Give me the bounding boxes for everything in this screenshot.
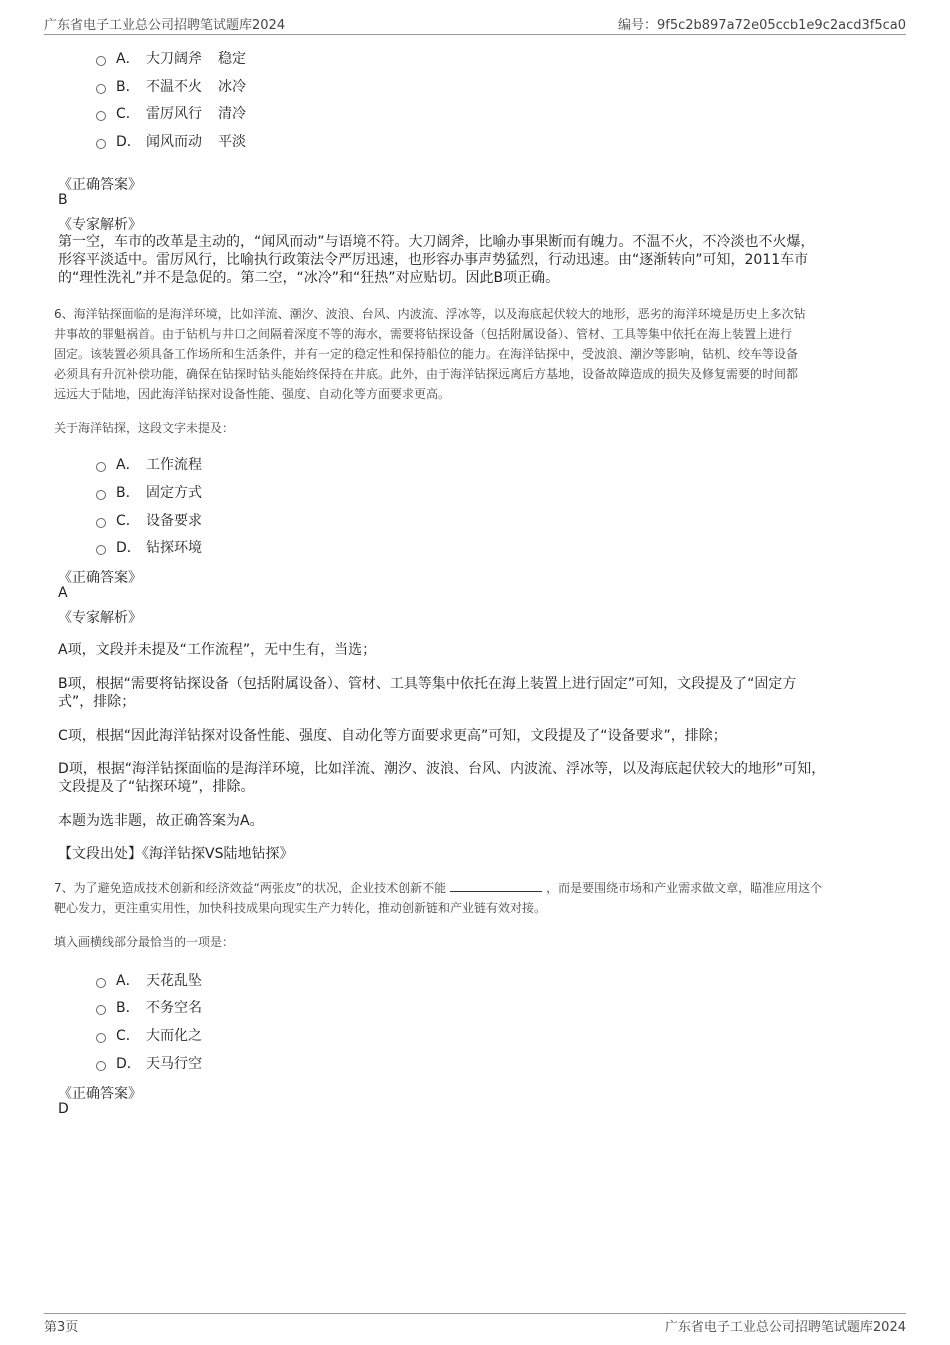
q5-answer-label: 《正确答案》 [58, 177, 142, 193]
q5-analysis-label: 《专家解析》 [58, 217, 142, 233]
q5-answer: B [58, 192, 68, 208]
header-title: 广东省电子工业总公司招聘笔试题库2024 [44, 18, 286, 33]
q5-option-a[interactable]: A． 大刀阔斧 稳定 [96, 48, 246, 68]
q5-option-d[interactable]: D． 闻风而动 平淡 [96, 131, 246, 151]
page-footer [44, 1313, 906, 1336]
q6-option-c[interactable]: C． 设备要求 [96, 510, 202, 530]
radio-icon[interactable] [96, 518, 106, 528]
q6-question: 关于海洋钻探，这段文字未提及： [54, 421, 235, 435]
q6-option-a[interactable]: A． 工作流程 [96, 454, 202, 474]
q7-option-a[interactable]: A． 天花乱坠 [96, 970, 202, 990]
radio-icon[interactable] [96, 139, 106, 149]
page-number: 第3页 [44, 1320, 79, 1335]
q7-option-b[interactable]: B． 不务空名 [96, 997, 202, 1017]
radio-icon[interactable] [96, 56, 106, 66]
q6-answer: A [58, 585, 68, 601]
q7-option-c[interactable]: C． 大而化之 [96, 1025, 202, 1045]
radio-icon[interactable] [96, 111, 106, 121]
q7-question: 填入画横线部分最恰当的一项是： [54, 935, 235, 949]
footer-title: 广东省电子工业总公司招聘笔试题库2024 [664, 1320, 906, 1335]
fill-blank [450, 879, 542, 892]
radio-icon[interactable] [96, 490, 106, 500]
radio-icon[interactable] [96, 84, 106, 94]
radio-icon[interactable] [96, 978, 106, 988]
q6-passage: 6、海洋钻探面临的是海洋环境，比如洋流、潮汐、波浪、台风、内波流、浮冰等，以及海底起伏较大的地形，恶劣的海洋环境是历史上多次钻 井事故的罪魁祸首。由于钻机与井口之间隔着深度不等的海水，需要将钻探设备（包括附属设备）、管材、工具等集中依托在海上装置上进行 固定。该装置必须具备工作场所和生活条件，并有一定的稳定性和保持船位的能力。在海洋钻探中，受波浪、潮汐等影响，钻机、绞车等设备 必须具有升沉补偿功能，确保在钻探时钻头能始终保持在井底。此外，由于海洋钻探远离后方基地，设备故障造成的损失及修复需要的时间都 远远大于陆地，因此海洋钻探对设备性能、强度、自动化等方面要求更高。 [54, 307, 806, 401]
radio-icon[interactable] [96, 462, 106, 472]
radio-icon[interactable] [96, 1005, 106, 1015]
page-header [44, 14, 906, 35]
radio-icon[interactable] [96, 1061, 106, 1071]
q6-source: 【文段出处】《海洋钻探VS陆地钻探》 [58, 846, 294, 862]
q6-option-b[interactable]: B． 固定方式 [96, 482, 202, 502]
q5-option-b[interactable]: B． 不温不火 冰冷 [96, 76, 246, 96]
q6-analysis-c: C项，根据“因此海洋钻探对设备性能、强度、自动化等方面要求更高”可知，文段提及了“设备要求”，排除； [58, 728, 727, 744]
q6-conclusion: 本题为选非题，故正确答案为A。 [58, 813, 264, 829]
q5-analysis: 第一空，车市的改革是主动的，“闻风而动”与语境不符。大刀阔斧，比喻办事果断而有魄力。不温不火，不冷淡也不火爆， 形容平淡适中。雷厉风行，比喻执行政策法令严厉迅速，也形容办事声势猛烈，行动迅速。由“逐渐转向”可知，2011车市 的“理性洗礼”并不是急促的。第二空，“冰冷”和“狂热”对应贴切。因此B项正确。 [58, 234, 815, 286]
q6-analysis-b: B项，根据“需要将钻探设备（包括附属设备）、管材、工具等集中依托在海上装置上进行固定”可知，文段提及了“固定方 式”，排除； [58, 676, 797, 710]
q7-option-d[interactable]: D． 天马行空 [96, 1053, 202, 1073]
q7-answer-label: 《正确答案》 [58, 1086, 142, 1102]
q5-option-c[interactable]: C． 雷厉风行 清冷 [96, 103, 246, 123]
radio-icon[interactable] [96, 1033, 106, 1043]
q6-analysis-a: A项，文段并未提及“工作流程”，无中生有，当选； [58, 642, 377, 658]
q7-answer: D [58, 1101, 69, 1117]
q6-analysis-label: 《专家解析》 [58, 610, 142, 626]
q6-option-d[interactable]: D． 钻探环境 [96, 537, 202, 557]
q7-passage: 7、为了避免造成技术创新和经济效益“两张皮”的状况，企业技术创新不能 ，而是要围绕市场和产业需求做文章，瞄准应用这个 靶心发力，更注重实用性，加快科技成果向现实生产力转化，推动创新链和产业链有效对接。 [54, 881, 823, 915]
radio-icon[interactable] [96, 545, 106, 555]
q6-answer-label: 《正确答案》 [58, 570, 142, 586]
q6-analysis-d: D项，根据“海洋钻探面临的是海洋环境，比如洋流、潮汐、波浪、台风、内波流、浮冰等，以及海底起伏较大的地形”可知， 文段提及了“钻探环境”，排除。 [58, 761, 826, 795]
header-code: 编号：9f5c2b897a72e05ccb1e9c2acd3f5ca0 [617, 18, 906, 33]
